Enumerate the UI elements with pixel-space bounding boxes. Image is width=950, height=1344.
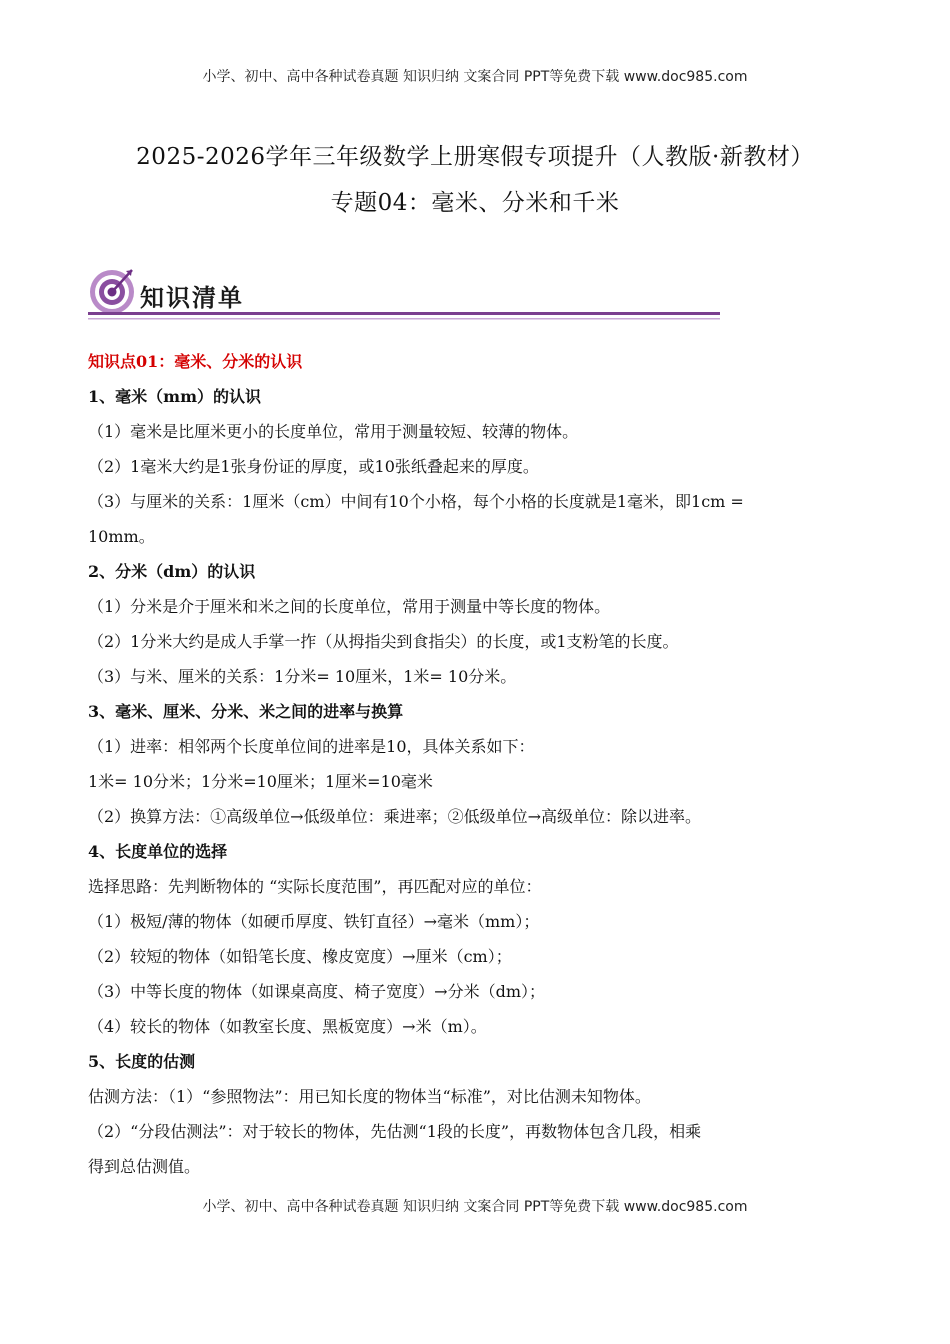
section-4-title: 4、长度单位的选择 bbox=[88, 842, 228, 861]
section-3-title: 3、毫米、厘米、分米、米之间的进率与换算 bbox=[88, 702, 404, 721]
section-4-intro: 选择思路：先判断物体的 “实际长度范围”，再匹配对应的单位： bbox=[88, 877, 542, 896]
target-icon bbox=[90, 270, 134, 314]
section-3-line-3: （2）换算方法：①高级单位→低级单位：乘进率；②低级单位→高级单位：除以进率。 bbox=[88, 807, 701, 826]
section-2-line-2: （2）1分米大约是成人手掌一拃（从拇指尖到食指尖）的长度，或1支粉笔的长度。 bbox=[88, 632, 679, 651]
section-4-line-1: （1）极短/薄的物体（如硬币厚度、铁钉直径）→毫米（mm）； bbox=[88, 912, 540, 931]
section-2-line-1: （1）分米是介于厘米和米之间的长度单位，常用于测量中等长度的物体。 bbox=[88, 597, 611, 616]
section-1-title: 1、毫米（mm）的认识 bbox=[88, 387, 261, 406]
section-1-line-3-cont: 10mm。 bbox=[88, 527, 155, 546]
header-download-note: 小学、初中、高中各种试卷真题 知识归纳 文案合同 PPT等免费下载 www.doc985.com bbox=[202, 69, 748, 85]
section-1-line-1: （1）毫米是比厘米更小的长度单位，常用于测量较短、较薄的物体。 bbox=[88, 422, 579, 441]
section-5-line-2-cont: 得到总估测值。 bbox=[88, 1157, 201, 1176]
section-3-line-1: （1）进率：相邻两个长度单位间的进率是10，具体关系如下： bbox=[88, 737, 535, 756]
document-subtitle: 专题04：毫米、分米和千米 bbox=[330, 190, 620, 216]
section-2-line-3: （3）与米、厘米的关系：1分米= 10厘米，1米= 10分米。 bbox=[88, 667, 517, 686]
footer-download-note: 小学、初中、高中各种试卷真题 知识归纳 文案合同 PPT等免费下载 www.doc985.com bbox=[202, 1199, 748, 1215]
section-5-line-1: 估测方法：（1）“参照物法”：用已知长度的物体当“标准”，对比估测未知物体。 bbox=[88, 1087, 651, 1106]
section-1-line-3: （3）与厘米的关系：1厘米（cm）中间有10个小格，每个小格的长度就是1毫米，即1cm = bbox=[88, 492, 744, 511]
knowledge-list-banner bbox=[88, 262, 728, 332]
section-4-line-4: （4）较长的物体（如教室长度、黑板宽度）→米（m）。 bbox=[88, 1017, 487, 1036]
section-1-line-2: （2）1毫米大约是1张身份证的厚度，或10张纸叠起来的厚度。 bbox=[88, 457, 539, 476]
knowledge-content bbox=[88, 344, 868, 1184]
section-4-line-2: （2）较短的物体（如铅笔长度、橡皮宽度）→厘米（cm）； bbox=[88, 947, 512, 966]
knowledge-point-title: 知识点01：毫米、分米的认识 bbox=[88, 352, 303, 371]
section-5-line-2: （2）“分段估测法”：对于较长的物体，先估测“1段的长度”，再数物体包含几段，相乘 bbox=[88, 1122, 702, 1141]
section-4-line-3: （3）中等长度的物体（如课桌高度、椅子宽度）→分米（dm）； bbox=[88, 982, 546, 1001]
section-2-title: 2、分米（dm）的认识 bbox=[88, 562, 256, 581]
section-5-title: 5、长度的估测 bbox=[88, 1052, 196, 1071]
banner-label: 知识清单 bbox=[140, 284, 244, 312]
document-title: 2025-2026学年三年级数学上册寒假专项提升（人教版·新教材） bbox=[136, 144, 814, 170]
section-3-line-2: 1米= 10分米；1分米=10厘米；1厘米=10毫米 bbox=[88, 772, 433, 791]
